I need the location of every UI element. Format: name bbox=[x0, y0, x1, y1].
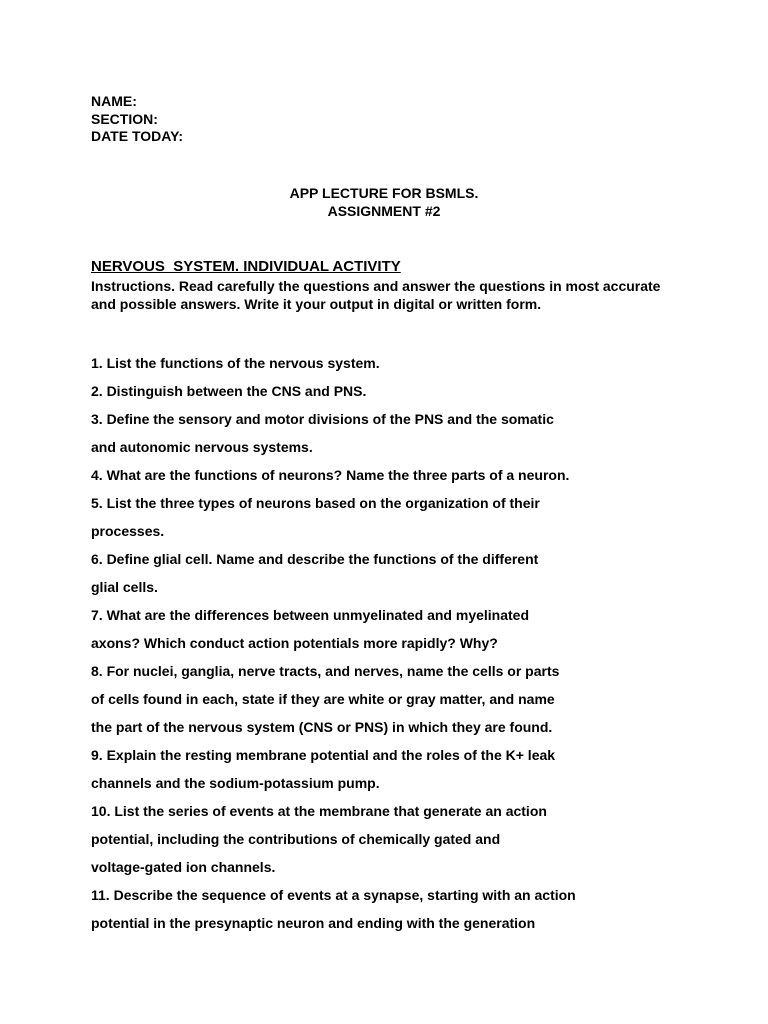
question-line: of cells found in each, state if they are white or gray matter, and name bbox=[91, 691, 555, 707]
section-label: SECTION: bbox=[91, 110, 158, 127]
question-line: axons? Which conduct action potentials more rapidly? Why? bbox=[91, 635, 498, 651]
question-line: 4. What are the functions of neurons? Name the three parts of a neuron. bbox=[91, 467, 570, 483]
document-title bbox=[0, 184, 768, 220]
question-line: 1. List the functions of the nervous system. bbox=[91, 355, 380, 371]
question-line: the part of the nervous system (CNS or PNS) in which they are found. bbox=[91, 719, 553, 735]
question-line: 8. For nuclei, ganglia, nerve tracts, and nerves, name the cells or parts bbox=[91, 663, 560, 679]
question-line: 2. Distinguish between the CNS and PNS. bbox=[91, 383, 367, 399]
question-line: processes. bbox=[91, 523, 165, 539]
title-line-2: ASSIGNMENT #2 bbox=[327, 203, 441, 219]
question-line: glial cells. bbox=[91, 579, 158, 595]
question-line: 5. List the three types of neurons based on the organization of their bbox=[91, 495, 540, 511]
instructions-line-1: Instructions. Read carefully the questions and answer the questions in most accurate bbox=[91, 278, 661, 294]
question-line: 9. Explain the resting membrane potential and the roles of the K+ leak bbox=[91, 747, 556, 763]
question-line: and autonomic nervous systems. bbox=[91, 439, 313, 455]
question-line: channels and the sodium-potassium pump. bbox=[91, 775, 380, 791]
question-line: potential, including the contributions of chemically gated and bbox=[91, 831, 501, 847]
question-line: 6. Define glial cell. Name and describe the functions of the different bbox=[91, 551, 539, 567]
date-label: DATE TODAY: bbox=[91, 128, 184, 144]
question-line: potential in the presynaptic neuron and ending with the generation bbox=[91, 915, 536, 931]
name-label: NAME: bbox=[91, 93, 137, 109]
question-line: 7. What are the differences between unmyelinated and myelinated bbox=[91, 607, 530, 623]
instructions-paragraph bbox=[91, 277, 691, 313]
instructions-line-2: and possible answers. Write it your output in digital or written form. bbox=[91, 296, 542, 312]
question-line: 3. Define the sensory and motor divisions of the PNS and the somatic bbox=[91, 411, 554, 427]
question-line: 10. List the series of events at the membrane that generate an action bbox=[91, 803, 547, 819]
question-line: voltage-gated ion channels. bbox=[91, 859, 276, 875]
question-line: 11. Describe the sequence of events at a synapse, starting with an action bbox=[91, 887, 576, 903]
student-info-fields bbox=[91, 93, 183, 146]
title-line-1: APP LECTURE FOR BSMLS. bbox=[289, 185, 479, 201]
question-list bbox=[91, 349, 576, 937]
section-heading: NERVOUS SYSTEM. INDIVIDUAL ACTIVITY bbox=[91, 258, 401, 275]
